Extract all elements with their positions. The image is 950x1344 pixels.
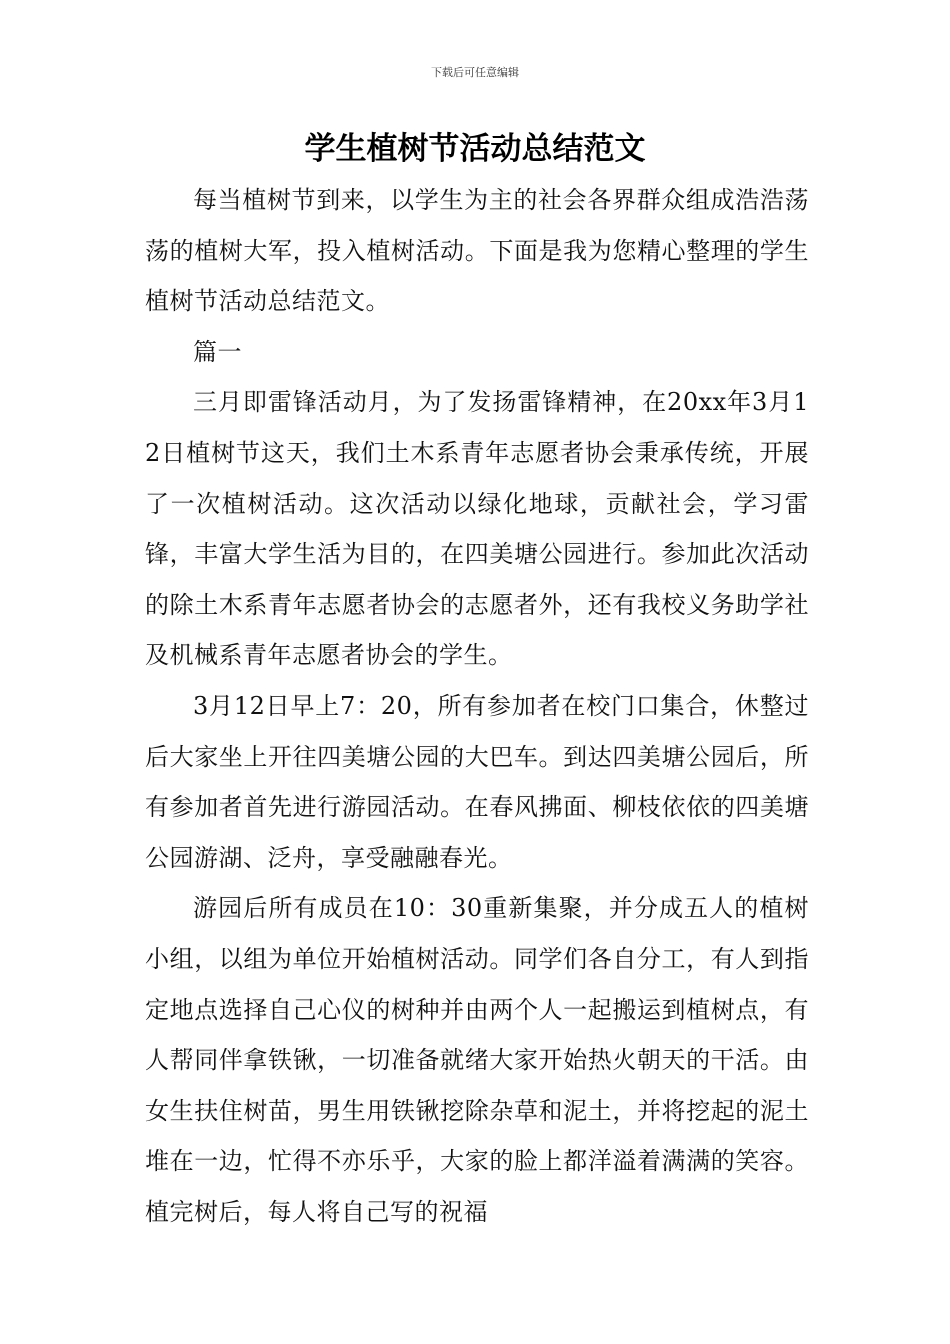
body-paragraph: 三月即雷锋活动月，为了发扬雷锋精神，在20xx年3月12日植树节这天，我们土木系青年志愿者协会秉承传统，开展了一次植树活动。这次活动以绿化地球，贡献社会，学习雷锋，丰富大学生活为目的，在四美塘公园进行。参加此次活动的除土木系青年志愿者协会的志愿者外，还有我校义务助学社及机械系青年志愿者协会的学生。 bbox=[145, 388, 809, 670]
intro-paragraph: 每当植树节到来，以学生为主的社会各界群众组成浩浩荡荡的植树大军，投入植树活动。下面是我为您精心整理的学生植树节活动总结范文。 bbox=[145, 186, 809, 316]
section-heading: 篇一 bbox=[193, 337, 242, 366]
document-title: 学生植树节活动总结范文 bbox=[304, 131, 646, 167]
body-paragraph: 3月12日早上7：20，所有参加者在校门口集合，休整过后大家坐上开往四美塘公园的大巴车。到达四美塘公园后，所有参加者首先进行游园活动。在春风拂面、柳枝依依的四美塘公园游湖、泛舟，享受融融春光。 bbox=[145, 691, 809, 872]
document-body bbox=[145, 175, 809, 1237]
header-note: 下载后可任意编辑 bbox=[431, 66, 519, 79]
body-paragraph: 游园后所有成员在10：30重新集聚，并分成五人的植树小组，以组为单位开始植树活动。同学们各自分工，有人到指定地点选择自己心仪的树种并由两个人一起搬运到植树点，有人帮同伴拿铁锹，一切准备就绪大家开始热火朝天的干活。由女生扶住树苗，男生用铁锹挖除杂草和泥土，并将挖起的泥土堆在一边，忙得不亦乐乎，大家的脸上都洋溢着满满的笑容。植完树后，每人将自己写的祝福 bbox=[145, 894, 809, 1226]
